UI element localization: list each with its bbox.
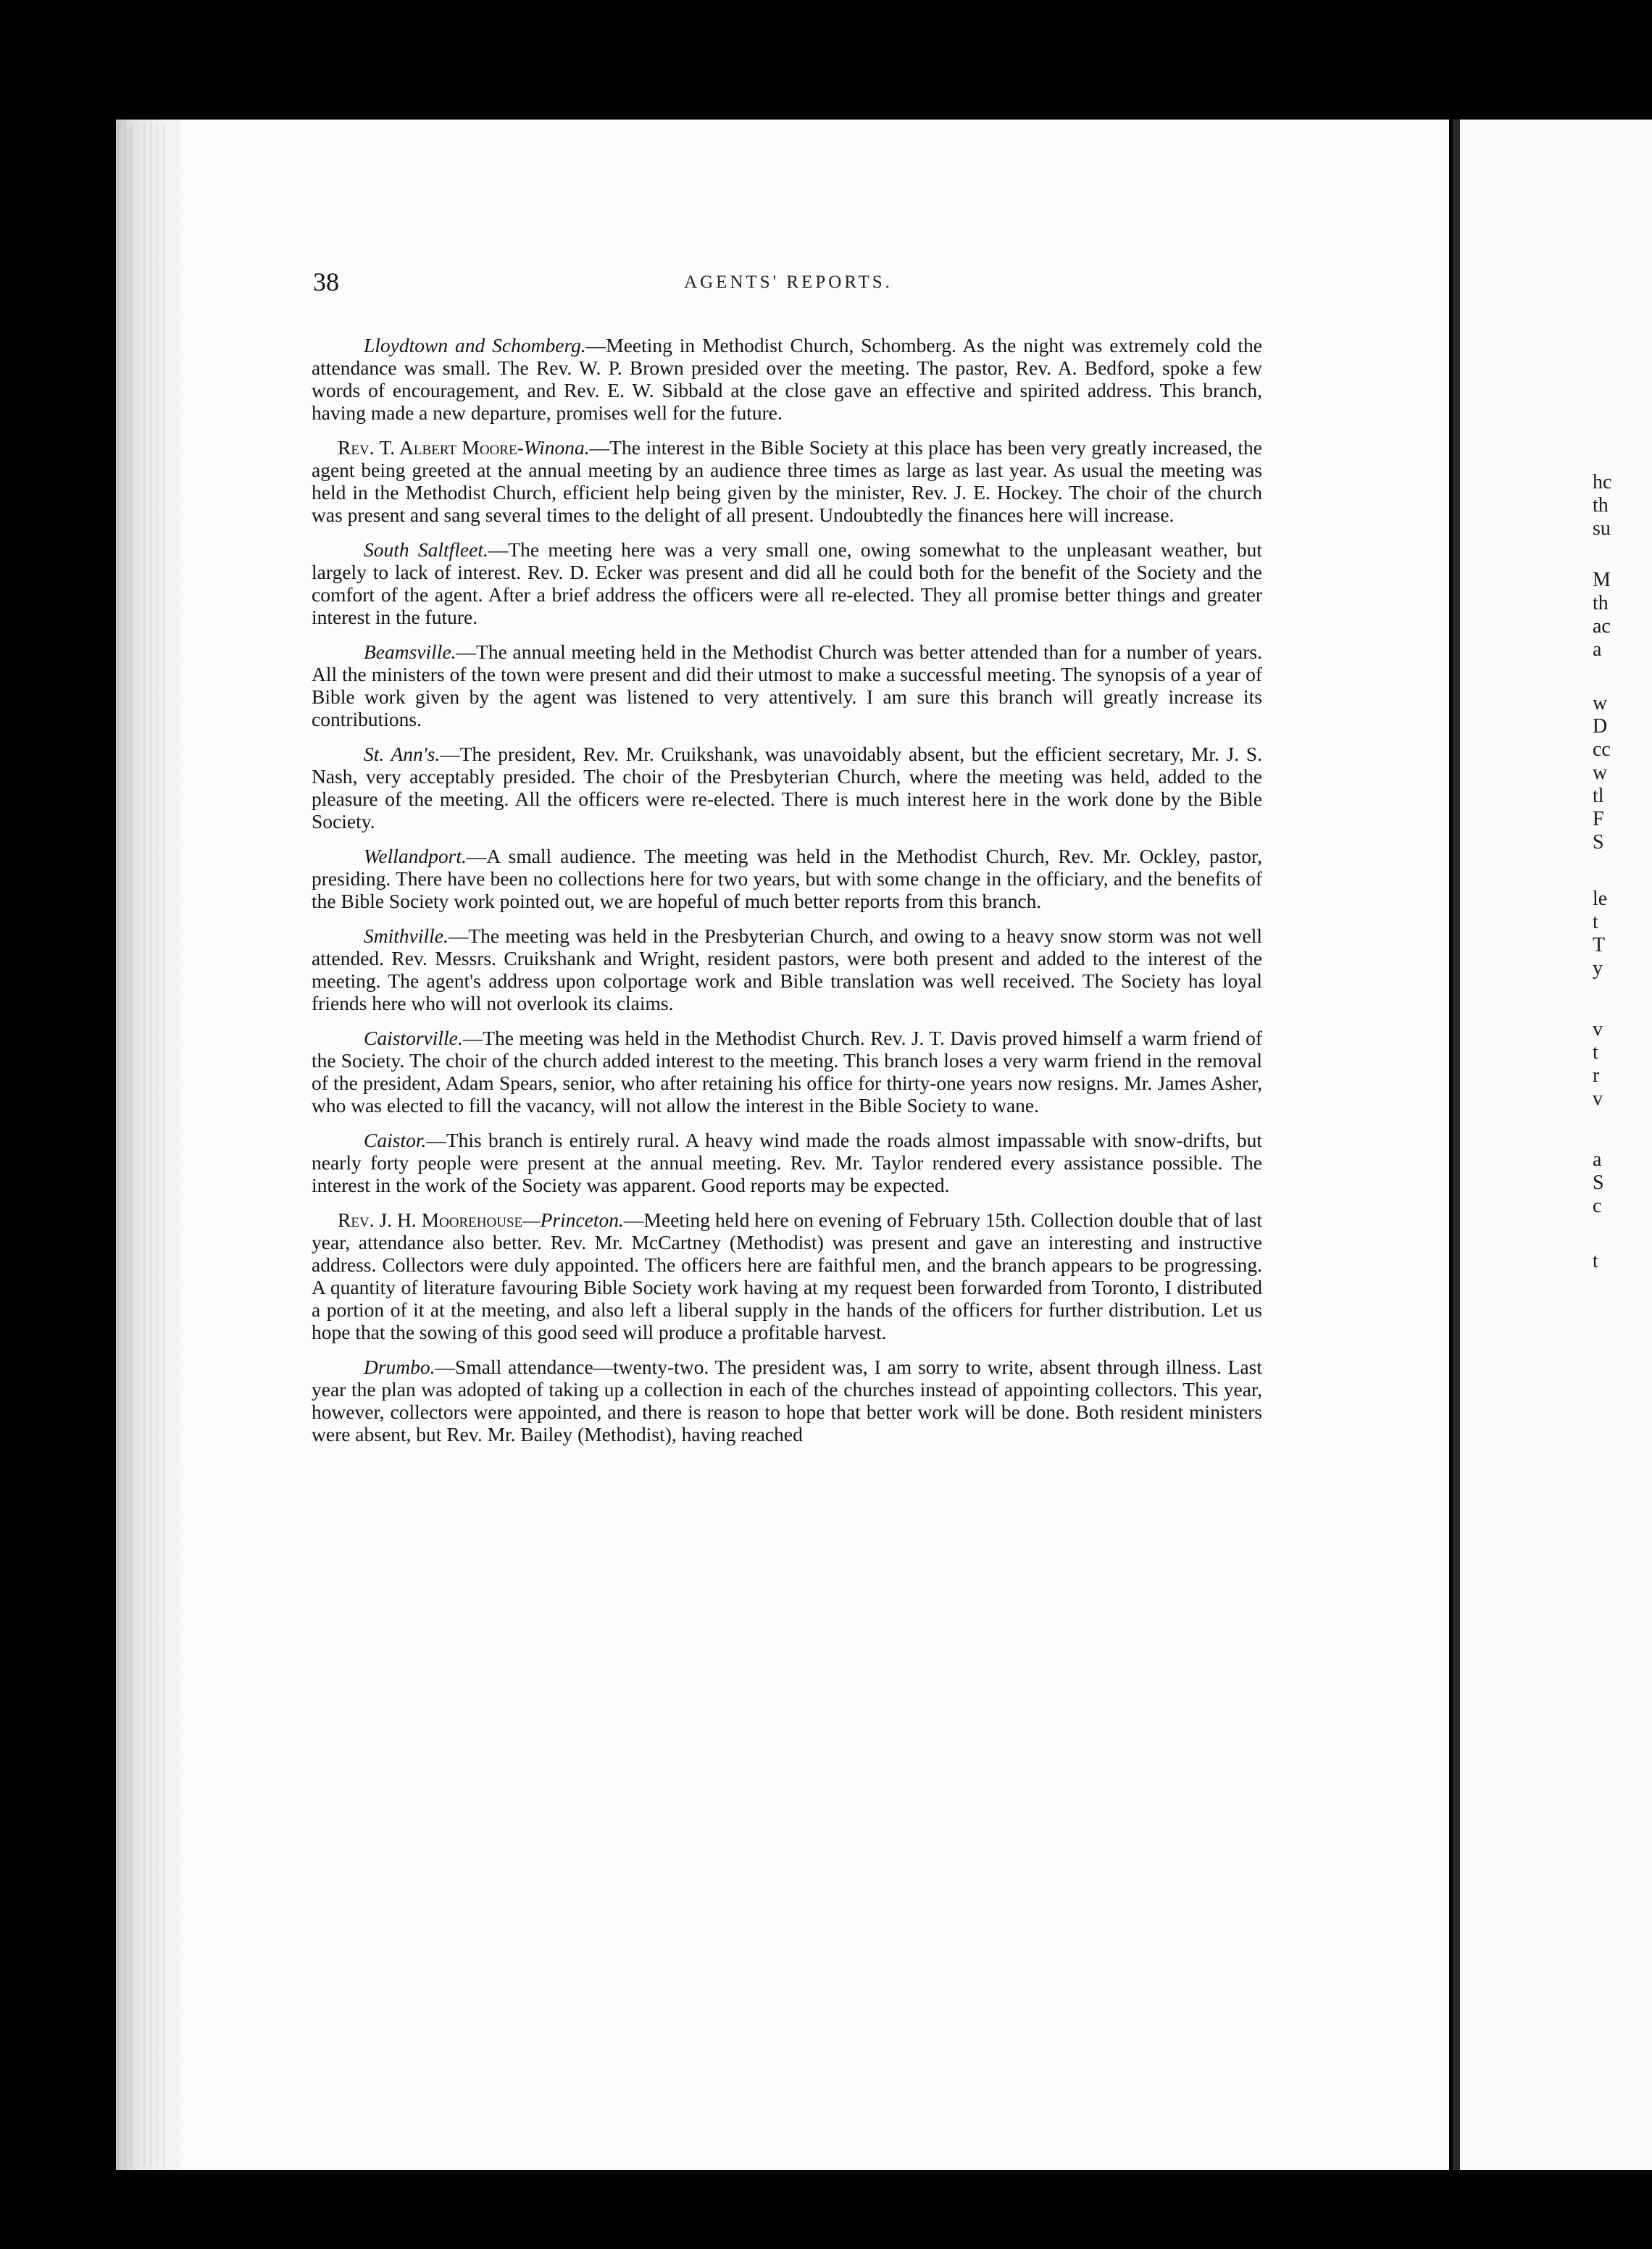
- place-name: Caistorville.: [364, 1027, 463, 1049]
- place-name: St. Ann's.: [364, 743, 441, 765]
- place-name: -Winona.: [517, 436, 590, 459]
- place-name: Wellandport.: [364, 845, 467, 867]
- place-name: Lloydtown and Schomberg.: [364, 334, 586, 356]
- report-paragraph: [312, 1129, 1262, 1196]
- place-name: Drumbo.: [364, 1356, 435, 1378]
- report-paragraph: [312, 925, 1262, 1014]
- right-page-fragment: a: [1593, 638, 1602, 661]
- right-page-fragment: t: [1593, 911, 1598, 933]
- page-stack-lines: [117, 123, 168, 2166]
- paragraph-text: —Meeting held here on evening of February 15th. Collection double that of last year, attendance also better. Rev. Mr. McCartney (Methodist) was present and gave an interesting and instructive address. Collectors were duly appointed. The officers here are faithful men, and the branch appears to be progressing. A quantity of literature favouring Bible Society work having at my request been forwarded from Toronto, I distributed a portion of it at the meeting, and also left a liberal supply in the hands of the officers for further distribution. Let us hope that the sowing of this good seed will produce a profitable harvest.: [312, 1209, 1262, 1343]
- paragraph-text: —The meeting was held in the Presbyterian Church, and owing to a heavy snow storm was not well attended. Rev. Messrs. Cruikshank and Wright, resident pastors, were both present and added to the interest of the meeting. The agent's address upon colportage work and Bible translation was well received. The Society has loyal friends here who will not overlook its claims.: [312, 925, 1262, 1014]
- paragraph-text: —The meeting here was a very small one, owing somewhat to the unpleasant weather, but largely to lack of interest. Rev. D. Ecker was present and did all he could both for the benefit of the Society and the comfort of the agent. After a brief address the officers were all re-elected. They all promise better things and greater interest in the future.: [312, 538, 1262, 628]
- report-paragraph: [312, 538, 1262, 628]
- agent-name: Rev. J. H. Moorehouse: [338, 1209, 523, 1231]
- book-gutter: [1453, 120, 1460, 2170]
- right-page-fragment: M: [1593, 569, 1611, 591]
- report-paragraph: [312, 1027, 1262, 1117]
- right-page-fragment: tl: [1593, 785, 1604, 807]
- paragraph-text: —The interest in the Bible Society at this place has been very greatly increased, the agent being greeted at the annual meeting by an audience three times as large as last year. As usual the meeting was held in the Methodist Church, efficient help being given by the minister, Rev. J. E. Hockey. The choir of the church was present and sang several times to the delight of all present. Undoubtedly the finances here will increase.: [312, 436, 1262, 526]
- right-page-fragment: t: [1593, 1250, 1598, 1272]
- paragraph-text: —This branch is entirely rural. A heavy wind made the roads almost impassable with snow-drifts, but nearly forty people were present at the annual meeting. Rev. Mr. Taylor rendered every assistance possible. The interest in the work of the Society was apparent. Good reports may be expected.: [312, 1129, 1262, 1196]
- right-page-fragment: v: [1593, 1018, 1603, 1040]
- right-page-fragment: th: [1593, 494, 1609, 517]
- paragraph-text: —The meeting was held in the Methodist Church. Rev. J. T. Davis proved himself a warm friend of the Society. The choir of the church added interest to the meeting. This branch loses a very warm friend in the removal of the president, Adam Spears, senior, who after retaining his office for thirty-one years now resigns. Mr. James Asher, who was elected to fill the vacancy, will not allow the interest in the Bible Society to wane.: [312, 1027, 1262, 1117]
- right-page-fragment: le: [1593, 888, 1608, 910]
- page-number: 38: [313, 267, 339, 296]
- right-page-fragment: T: [1593, 934, 1606, 956]
- right-page-fragment: v: [1593, 1088, 1603, 1110]
- right-page-fragment: r: [1593, 1064, 1600, 1087]
- place-name: Smithville.: [364, 925, 449, 947]
- report-paragraph: [312, 1209, 1262, 1343]
- report-paragraph: [312, 845, 1262, 912]
- right-page-fragment: w: [1593, 692, 1608, 714]
- right-page-fragment: su: [1593, 517, 1611, 540]
- place-name: Caistor.: [364, 1129, 427, 1151]
- report-paragraph: [312, 436, 1262, 526]
- right-page-fragment: t: [1593, 1041, 1598, 1064]
- report-body: [312, 334, 1262, 1458]
- page-header: [313, 267, 1264, 303]
- paragraph-text: —Small attendance—twenty-two. The president was, I am sorry to write, absent through illness. Last year the plan was adopted of taking up a collection in each of the churches instead of appointing collectors. This year, however, collectors were appointed, and there is reason to hope that better work will be done. Both resident ministers were absent, but Rev. Mr. Bailey (Methodist), having reached: [312, 1356, 1262, 1445]
- report-paragraph: [312, 1356, 1262, 1445]
- right-page-fragment: hc: [1593, 471, 1612, 493]
- right-page-fragment: S: [1593, 1172, 1604, 1194]
- report-paragraph: [312, 334, 1262, 424]
- right-page-fragment: w: [1593, 762, 1608, 784]
- right-page-fragment: y: [1593, 957, 1603, 980]
- running-head: AGENTS' REPORTS.: [684, 272, 893, 292]
- right-page-fragment: a: [1593, 1148, 1602, 1171]
- right-page-fragment: F: [1593, 808, 1604, 830]
- agent-name: Rev. T. Albert Moore: [338, 436, 517, 459]
- place-name: South Saltfleet.: [364, 538, 488, 561]
- right-page-fragment: ac: [1593, 615, 1611, 638]
- right-page-edge: [1460, 120, 1652, 2170]
- right-page-fragment: D: [1593, 715, 1608, 738]
- right-page-fragment: S: [1593, 831, 1604, 854]
- place-name: —Princeton.: [522, 1209, 624, 1231]
- paragraph-text: —A small audience. The meeting was held in the Methodist Church, Rev. Mr. Ockley, pastor, presiding. There have been no collections here for two years, but with some change in the officiary, and the benefits of the Bible Society work pointed out, we are hopeful of much better reports from this branch.: [312, 845, 1262, 912]
- report-paragraph: [312, 641, 1262, 730]
- right-page-fragment: th: [1593, 592, 1609, 614]
- paragraph-text: —The annual meeting held in the Methodist Church was better attended than for a number of years. All the ministers of the town were present and did their utmost to make a successful meeting. The synopsis of a year of Bible work given by the agent was listened to very attentively. I am sure this branch will greatly increase its contributions.: [312, 641, 1262, 730]
- place-name: Beamsville.: [364, 641, 456, 663]
- right-page-fragment: c: [1593, 1195, 1602, 1217]
- report-paragraph: [312, 743, 1262, 833]
- paragraph-text: —The president, Rev. Mr. Cruikshank, was unavoidably absent, but the efficient secretary, Mr. J. S. Nash, very acceptably presided. The choir of the Presbyterian Church, where the meeting was held, added to the pleasure of the meeting. All the officers were re-elected. There is much interest here in the work done by the Bible Society.: [312, 743, 1262, 833]
- right-page-fragment: cc: [1593, 738, 1611, 761]
- paragraph-text: —Meeting in Methodist Church, Schomberg. As the night was extremely cold the attendance was small. The Rev. W. P. Brown presided over the meeting. The pastor, Rev. A. Bedford, spoke a few words of encouragement, and Rev. E. W. Sibbald at the close gave an effective and spirited address. This branch, having made a new departure, promises well for the future.: [312, 334, 1262, 424]
